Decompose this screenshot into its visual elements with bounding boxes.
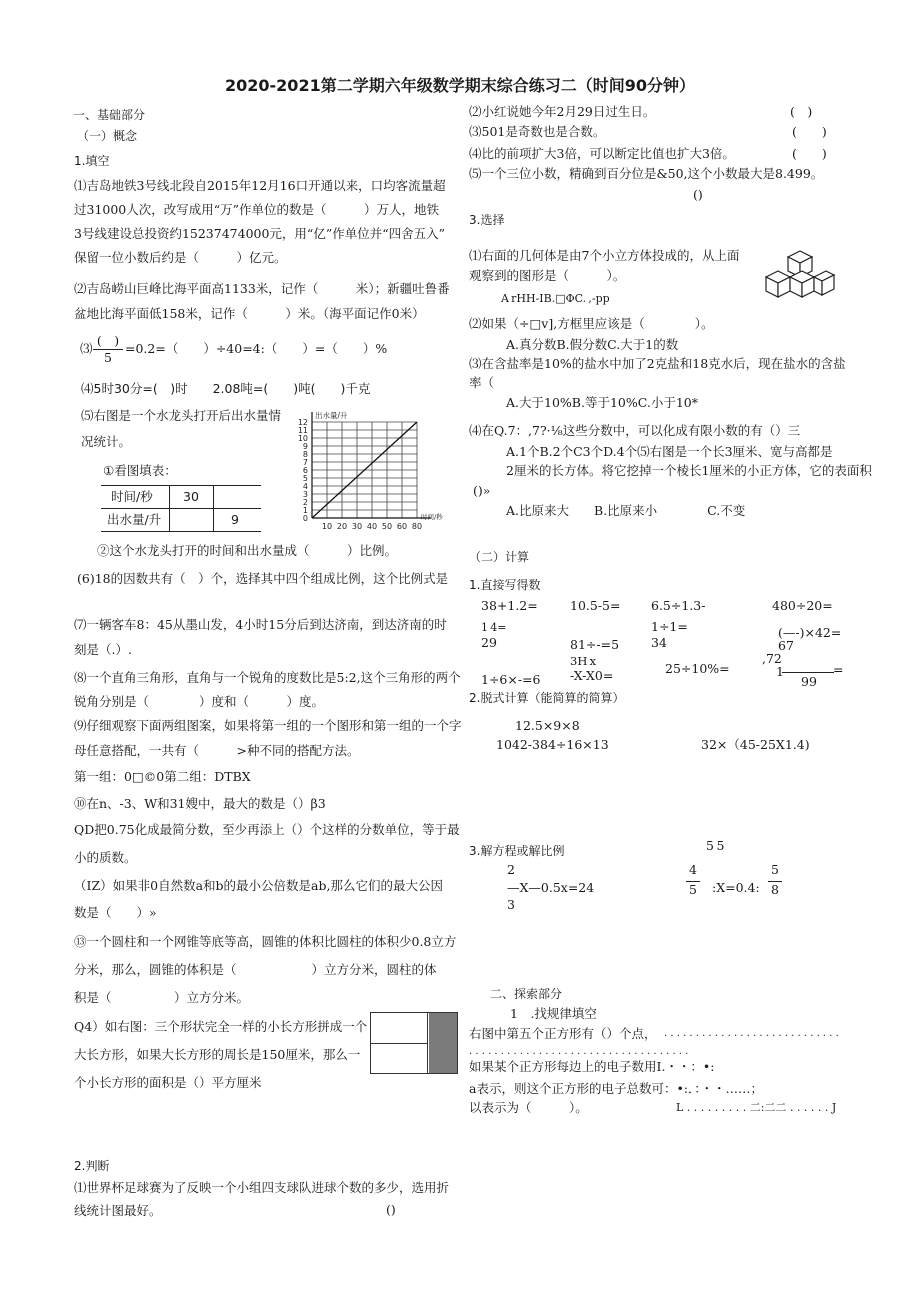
direct-13b: 1 [776,664,784,679]
judge3-paren: ( ) [792,124,827,139]
q6-line: (6)18的因数共有（ ）个，选择其中四个组成比例，这个比例式是 [77,571,449,586]
explore-2: 右图中第五个正方形有（）个点， [469,1026,657,1041]
q8-line-a: ⑻一个直角三角形，直角与一个锐角的度数比是5:2,这个三角形的两个 [74,670,461,685]
choose3-options: A.大于10%B.等于10%C.小于10* [506,395,698,410]
q5-line-c: ②这个水龙头打开的时间和出水量成（ ）比例。 [97,543,398,558]
y-tick-label: 0 [302,514,308,523]
q12-line-a: （IZ）如果非0自然数a和b的最小公倍数是ab,那么它们的最大公因 [74,878,443,893]
q5-line-b: 况统计。 [81,434,132,449]
section-explore: 二、探索部分 [490,987,563,1001]
q1-line-d: 保留一位小数后约是（ ）亿元。 [74,250,287,265]
q13-line-b: 分米，那么，圆锥的体积是（ ）立方分米，圆柱的体 [74,962,437,977]
judge3-line: ⑶501是奇数也是合数。 [469,124,606,139]
direct-5a: 1 4= [481,621,507,634]
equation-top: 5 5 [706,838,725,853]
section-choose: 3.选择 [469,213,505,227]
q14-line-a: Q4）如右图：三个形状完全一样的小长方形拼成一个 [74,1019,368,1034]
direct-10: -X-X0= [570,668,614,683]
judge2-paren: ( ) [790,104,813,119]
section-equation: 3.解方程或解比例 [469,844,565,858]
explore-5-tail: L . . . . . . . . . 二:二二 . . . . . . J [676,1101,837,1114]
section-direct: 1.直接写得数 [469,578,541,592]
q3-rest: =0.2=（ ）÷40=4:（ ）=（ ）% [125,341,388,356]
section-fill: 1.填空 [74,154,110,168]
q2-line-a: ⑵吉岛崂山巨峰比海平面高1133米，记作（ 米）；新疆吐鲁番 [74,281,450,296]
choose4-line-d: ()» [473,483,491,498]
choose4-line-c: 2厘米的长方体。将它挖掉一个棱长1厘米的小正方体，它的表面积 [506,463,872,478]
direct-7b: 34 [651,635,667,650]
x-tick-label: 20 [336,522,348,531]
eq3-fraction [768,862,782,897]
q11-line-b: 小的质数。 [74,850,137,865]
q5-table-title: ①看图填表： [103,463,177,478]
choose4-line-b: A.1个B.2个C3个D.4个⑸右图是一个长3厘米、宽与高都是 [506,444,833,459]
q9-line-a: ⑼仔细观察下面两组图案，如果将第一组的一个图形和第一组的一个字 [74,718,462,733]
x-tick-label: 60 [396,522,408,531]
y-tick-label: 6 [302,466,308,475]
explore-5: 以表示为（ ）。 [469,1100,588,1115]
q5-table [101,485,261,531]
y-tick-label: 4 [302,482,308,491]
judge1-paren: () [386,1202,396,1217]
choose2-line: ⑵如果（÷□v],方框里应该是（ ）。 [469,316,714,331]
direct-8a: (—-)×42= [778,625,842,640]
eq2-fraction [686,862,700,897]
choose1-line-a: ⑴右面的几何体是由7个小立方体投成的，从上面 [469,248,740,263]
y-tick-label: 3 [302,490,308,499]
detach-1: 12.5×9×8 [515,718,580,733]
judge1-line-b: 线统计图最好。 [74,1203,162,1218]
direct-7a: 1÷1= [651,619,688,634]
q1-line-c: 3号线建设总投资约15237474000元，用“亿”作单位并“四舍五入” [74,226,445,241]
q3-numerator: ( ) [96,333,120,348]
explore-dots-1: . . . . . . . . . . . . . . . . . . . . . . . . . . . . [664,1028,839,1039]
q9-line-c: 第一组：0□©0第二组：DTBX [74,769,251,784]
judge5-paren: () [693,187,703,202]
y-tick-label: 1 [302,506,308,515]
x-tick-label: 10 [321,522,333,531]
eq3-den: 8 [768,881,782,897]
q1-line-a: ⑴吉岛地铁3号线北段自2015年12月16口开通以来，口均客流量超 [74,178,446,193]
eq1-den: 3 [507,897,515,912]
y-tick-label: 12 [297,418,308,427]
q3-fraction [93,331,123,365]
judge1-line-a: ⑴世界杯足球赛为了反映一个小组四支球队进球个数的多少，选用折 [74,1180,450,1195]
choose2-options: A.真分数B.假分数C.大于1的数 [506,337,679,352]
q11-line-a: QD把0.75化成最简分数，至少再添上（）个这样的分数单位，等于最 [74,822,460,837]
page-title: 2020-2021第二学期六年级数学期末综合练习二（时间90分钟） [225,76,695,95]
q2-line-b: 盆地比海平面低158米，记作（ ）米。（海平面记作0米） [74,306,425,321]
rectangles-figure [370,1012,458,1074]
cubes-figure [758,247,838,305]
direct-9: 3H x [570,654,597,668]
direct-13d: 99 [801,674,817,689]
q1-line-b: 过31000人次，改写成用“万”作单位的数是（ ）万人，地铁 [74,202,440,217]
direct-11: 1÷6×-=6 [481,672,541,687]
direct-2: 10.5-5= [570,598,621,613]
judge5-line: ⑸一个三位小数，精确到百分位是&50,这个小数最大是8.499。 [469,166,824,181]
x-tick-label: 80 [411,522,423,531]
y-tick-label: 7 [302,458,308,467]
q7-line-b: 刻是（.）. [74,642,132,657]
x-axis-label: 时间/秒 [421,513,443,521]
y-axis-label: 出水量/升 [315,411,348,420]
y-tick-label: 5 [302,474,308,483]
q14-line-c: 个小长方形的面积是（）平方厘米 [74,1075,262,1090]
direct-8b: 67 [778,638,794,653]
section-concept: （一）概念 [77,129,138,143]
direct-13-line [782,672,834,673]
water-flow-chart [290,408,460,533]
choose3-line-b: 率（ [469,375,495,390]
direct-13c: = [833,662,844,677]
q3-denominator: 5 [93,349,123,365]
direct-13a: ,72 [762,651,782,666]
eq3-num: 5 [771,862,779,877]
direct-6: 81÷-=5 [570,637,620,652]
explore-4: a表示，则这个正方形的电子总数可：•:．：・・……； [469,1081,764,1096]
q13-line-a: ⑬一个圆柱和一个网锥等底等高，圆锥的体积比圆柱的体积少0.8立方 [74,934,457,949]
judge4-paren: ( ) [792,146,827,161]
y-tick-label: 10 [297,434,308,443]
x-tick-label: 30 [351,522,363,531]
q8-line-b: 锐角分别是（ ）度和（ ）度。 [74,694,325,709]
q13-line-c: 积是（ ）立方分米。 [74,990,250,1005]
judge2-line: ⑵小红说她今年2月29日过生日。 [469,104,656,119]
direct-5b: 29 [481,635,497,650]
q9-line-b: 母任意搭配，一共有（ >种不同的搭配方法。 [74,743,360,758]
direct-12: 25÷10%= [665,661,730,676]
eq1-rest: —X—0.5x=24 [507,880,595,895]
q3-prefix: ⑶ [80,341,93,356]
q7-line-a: ⑺一辆客车8：45从墨山发，4小时15分后到达济南，到达济南的时 [74,617,447,632]
section-basic: 一、基础部分 [73,108,146,122]
detach-2: 1042-384÷16×13 [496,737,609,752]
y-tick-label: 8 [302,450,308,459]
choose5-options: A.比原来大 B.比原来小 C.不变 [506,503,746,518]
section-calc: （二）计算 [469,550,530,564]
choose1-options: A rHH-IB.□ΦC. ,-pp [501,292,610,305]
x-tick-label: 50 [381,522,393,531]
direct-1: 38+1.2= [481,598,538,613]
q10-line: ⑩在n、-3、W和31嫂中，最大的数是（）β3 [74,796,326,811]
choose4-line-a: ⑷在Q.7：,7?·⅛这些分数中，可以化成有限小数的有（）三 [469,423,801,438]
q5-row1-label: 时间/秒 [111,489,153,504]
eq2-rest: :X=0.4: [712,880,760,895]
eq2-den: 5 [686,881,700,897]
explore-3: 如果某个正方形每边上的电子数用I.・・：•: [469,1059,715,1074]
choose3-line-a: ⑶在含盐率是10%的盐水中加了2克盐和18克水后，现在盐水的含盐 [469,356,846,371]
eq2-num: 4 [689,862,697,877]
explore-1: 1 .找规律填空 [510,1006,597,1021]
x-tick-label: 40 [366,522,378,531]
y-tick-label: 2 [302,498,308,507]
direct-3: 6.5÷1.3- [651,598,706,613]
q12-line-b: 数是（ ）» [74,905,157,920]
section-judge: 2.判断 [74,1159,110,1173]
detach-3: 32×（45-25X1.4) [701,737,810,752]
q5-row1-value: 30 [183,489,199,504]
q5-line-a: ⑸右图是一个水龙头打开后出水量情 [81,408,282,423]
section-detach: 2.脱式计算（能简算的简算） [469,691,625,705]
choose1-line-b: 观察到的图形是（ ）。 [469,268,626,283]
q5-row2-value: 9 [231,512,239,527]
y-tick-label: 9 [302,442,308,451]
direct-4: 480÷20= [772,598,833,613]
explore-dots-2: . . . . . . . . . . . . . . . . . . . . . . . . . . . . . . . . . . . [469,1046,689,1057]
judge4-line: ⑷比的前项扩大3倍，可以断定比值也扩大3倍。 [469,146,735,161]
q4-line: ⑷5时30分=( )时 2.08吨=( )吨( )千克 [81,381,371,396]
y-tick-label: 11 [297,426,308,435]
q14-line-b: 大长方形，如果大长方形的周长是150厘米，那么一 [74,1047,361,1062]
eq1-num: 2 [507,862,515,877]
q5-row2-label: 出水量/升 [107,512,162,527]
